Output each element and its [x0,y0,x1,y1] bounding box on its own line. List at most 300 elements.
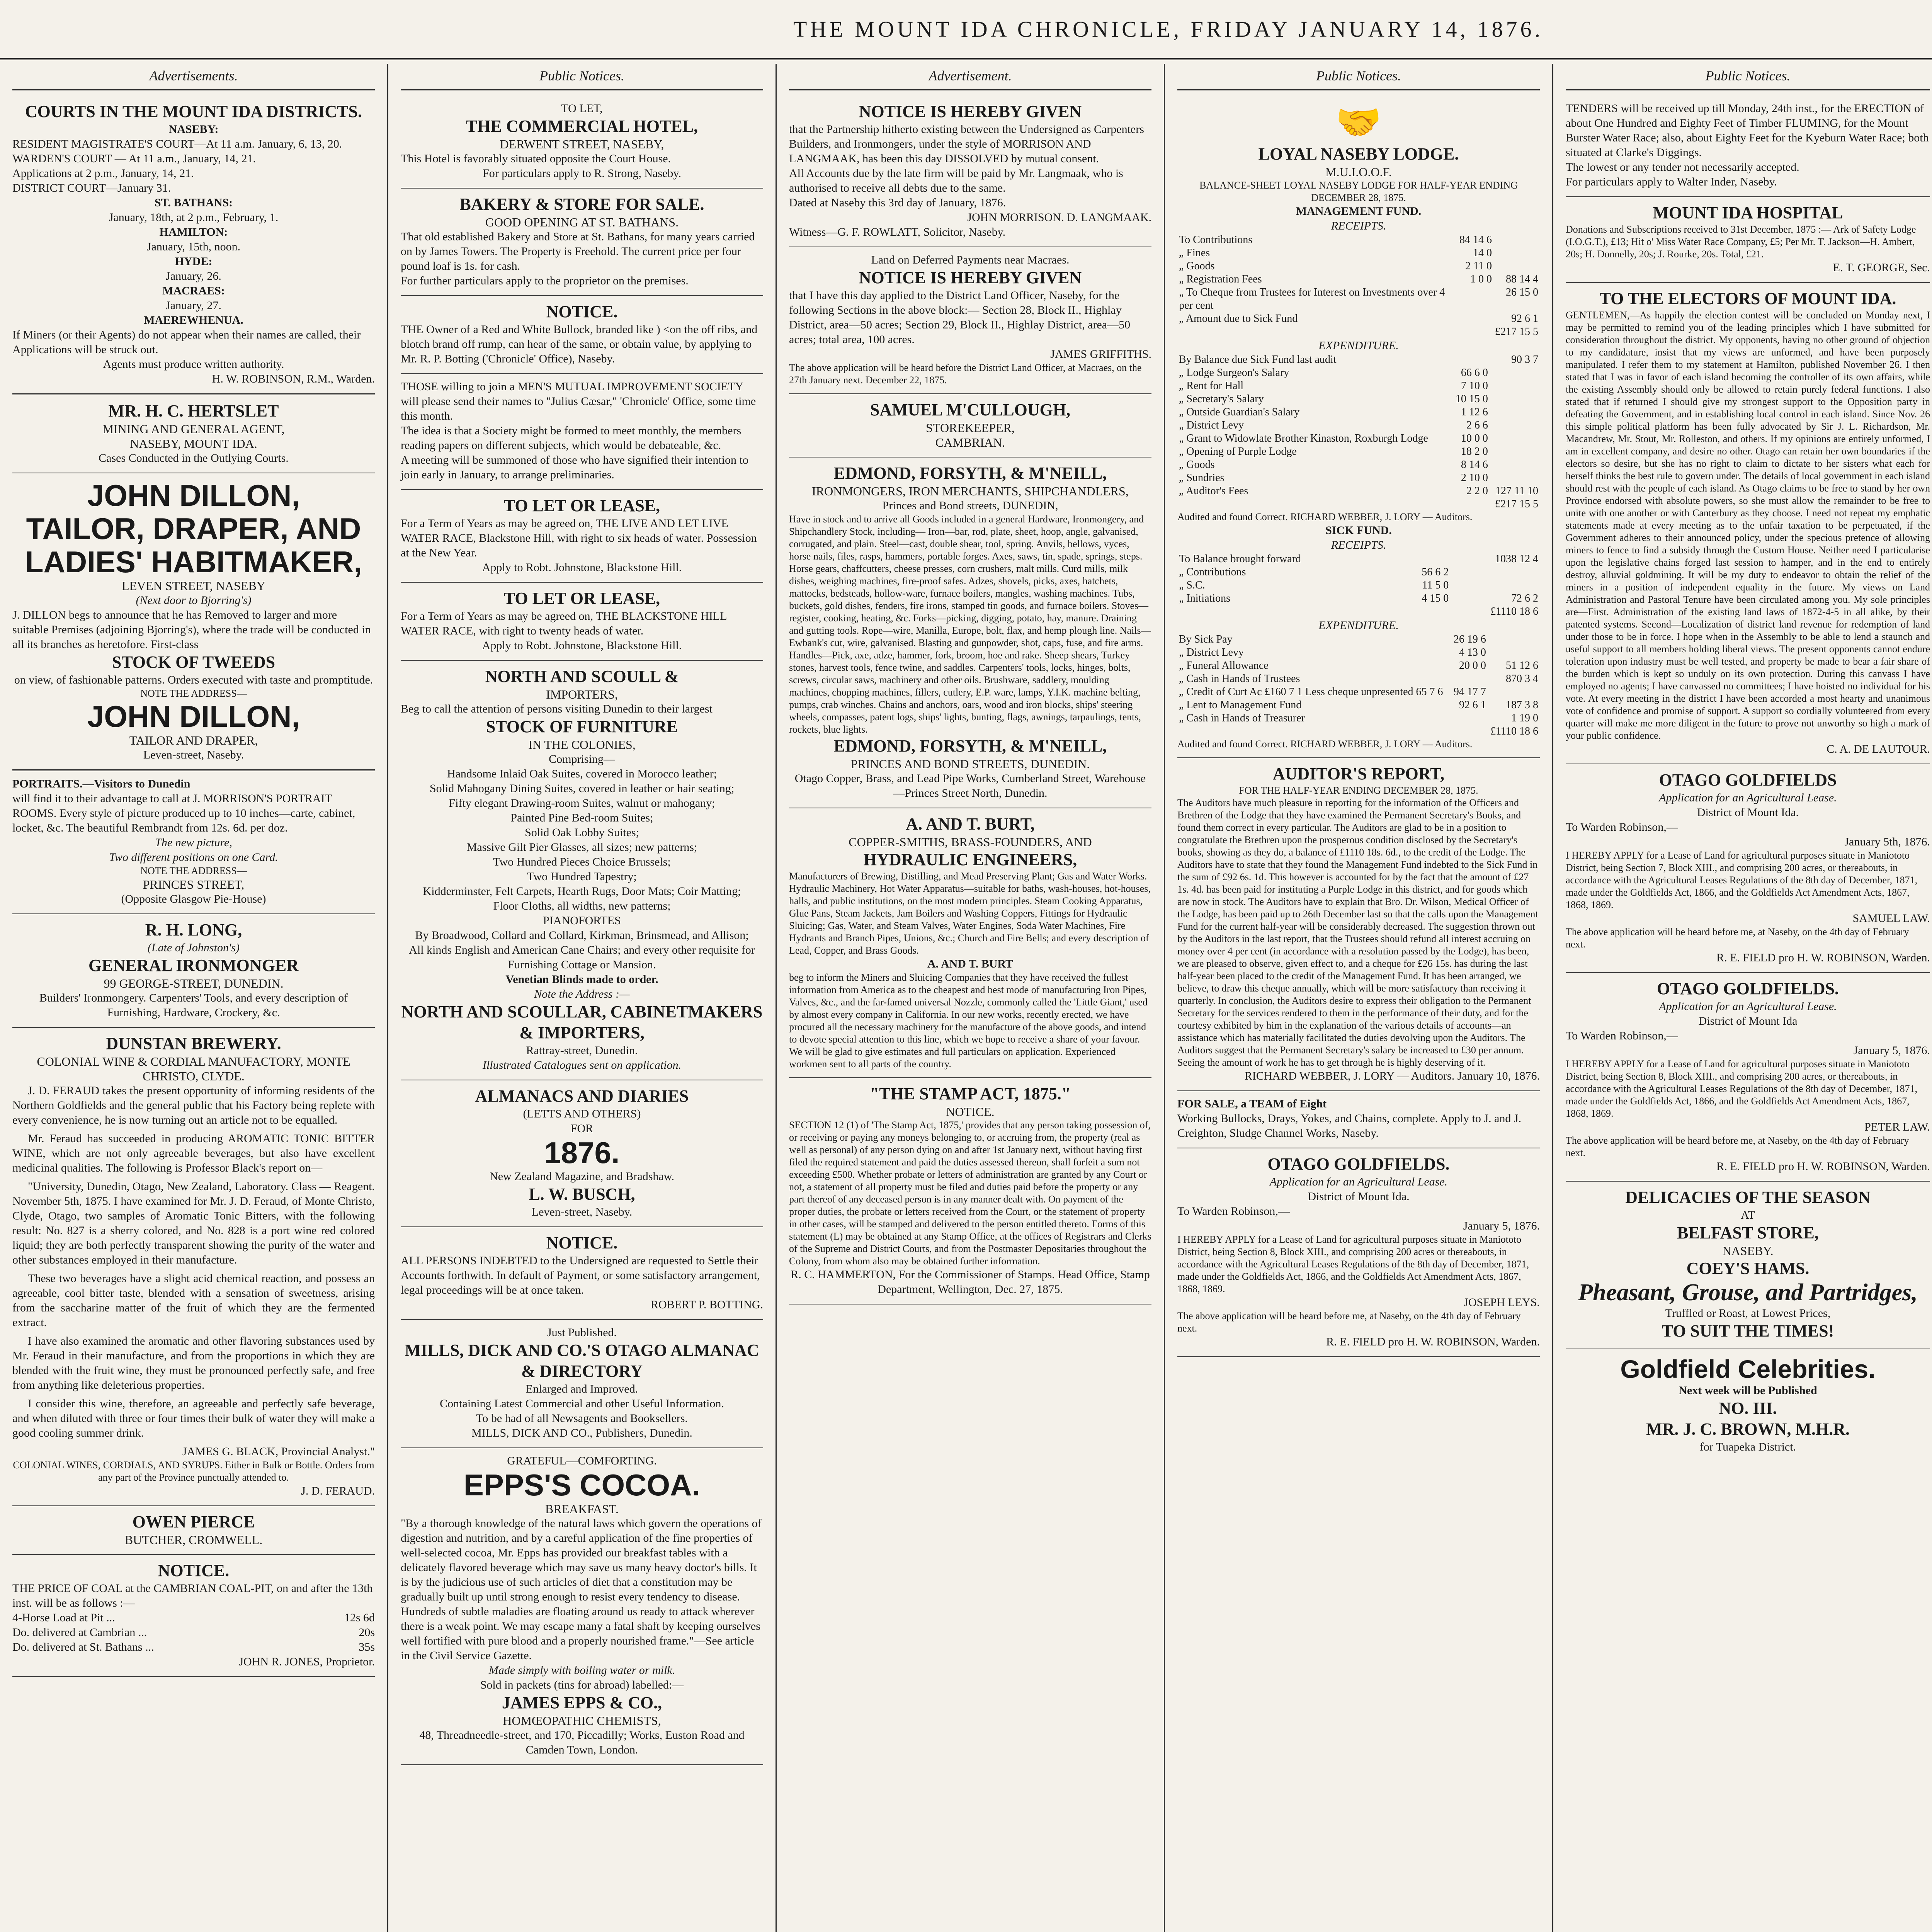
lodge-mgmt: MANAGEMENT FUND. [1296,205,1422,218]
row-label: „ Lodge Surgeon's Salary [1179,367,1289,379]
let-body: For a Term of Years as may be agreed on, THE LIVE AND LET LIVE WATER RACE, Blackstone Hill, with right to six heads of water. Possession at the New Year. [401,517,757,559]
dillon-note: NOTE THE ADDRESS— [140,688,247,699]
row-amount: 4 13 0 [1459,646,1486,658]
row-label: „ Fines [1179,247,1210,259]
table-row [1177,553,1540,566]
stamp-sub: NOTICE. [946,1105,995,1119]
brewery-report: I consider this wine, therefore, an agreeable and perfectly safe beverage, and when diluted with three or four times their bulk of water they will make a good cooling summer drink. [12,1397,375,1439]
sick-expenditure-table [1177,633,1540,738]
table-row [1177,406,1540,419]
row-amount [1490,458,1540,471]
lodge-audited2: Audited and found Correct. RICHARD WEBBER, J. LORY — Auditors. [1177,738,1473,750]
long-addr: 99 GEORGE-STREET, DUNEDIN. [104,976,284,990]
celebrities-title: Goldfield Celebrities. [1620,1355,1876,1383]
table-row [1177,312,1540,325]
portraits-two: Two different positions on one Card. [109,851,278,864]
row-amount [1488,646,1540,659]
column-header: Advertisement. [789,64,1151,90]
clasped-hands-icon: 🤝 [1335,102,1382,143]
row-amount: £1110 18 6 [1490,605,1538,617]
table-row [1177,633,1540,646]
epps-title: EPPS'S COCOA. [463,1468,701,1502]
burt-sub: COPPER-SMITHS, BRASS-FOUNDERS, AND [849,835,1092,849]
dillon-ad [12,473,375,771]
table-row [1177,725,1540,738]
ns-stock: STOCK OF FURNITURE [486,717,678,736]
let-pre: TO LET OR LEASE, [503,589,660,608]
list-item: Floor Cloths, all widths, new patterns; [493,900,671,912]
electors-sign: C. A. DE LAUTOUR. [1827,743,1930,755]
row-label [1177,725,1451,738]
mutual-body: The idea is that a Society might be formed to meet monthly, the members reading papers on different subjects, which would be debateable, &c. [401,424,742,452]
celebrities-name: MR. J. C. BROWN, M.H.R. [1646,1420,1850,1439]
row-amount: 7 10 0 [1461,380,1488,392]
table-row [1177,579,1540,592]
table-row [1177,498,1540,511]
row-amount: 14 0 [1473,247,1492,259]
table-row [1177,379,1540,393]
row-amount [1490,406,1540,419]
otago-to: To Warden Robinson,— [1177,1205,1290,1218]
row-amount: 26 19 6 [1453,633,1486,645]
mccullough-sub: STOREKEEPER, [926,421,1015,435]
burt-title: A. AND T. BURT, [906,815,1035,833]
lodge-sub: M.U.I.O.O.F. [1325,165,1392,179]
row-amount: 94 17 7 [1453,686,1486,698]
row-amount [1451,725,1488,738]
brewery-sub: COLONIAL WINE & CORDIAL MANUFACTORY, MONTE CHRISTO, CLYDE. [37,1054,350,1083]
mills-sub: Enlarged and Improved. [526,1383,638,1395]
expenditure-table [1177,353,1540,511]
otago-district: District of Mount Ida. [1697,806,1799,819]
otago-sign2: R. E. FIELD pro H. W. ROBINSON, Warden. [1716,1160,1930,1173]
table-row [1177,325,1540,338]
portraits-note: NOTE THE ADDRESS— [140,865,247,876]
north-scoull-ad [401,661,763,1080]
pierce-sub: BUTCHER, CROMWELL. [124,1533,263,1547]
table-row [1177,458,1540,471]
otago-sub: Application for an Agricultural Lease. [1659,791,1837,804]
notice-witness: Witness—G. F. ROWLATT, Solicitor, Naseby. [789,226,1006,238]
row-amount: 2 11 0 [1465,260,1492,272]
row-amount: 90 3 7 [1511,354,1538,366]
otago-foot: The above application will be heard before me, at Naseby, on the 4th day of February next. [1566,1135,1909,1158]
column-header: Advertisements. [12,64,375,90]
epps-sub: BREAKFAST. [545,1502,619,1516]
almanacs-name: L. W. BUSCH, [529,1185,635,1204]
otago-body: I HEREBY APPLY for a Lease of Land for agricultural purposes situate in Maniototo District, being Section 7, Block XIII., and comprising 200 acres, or thereabouts, in accordance with the Agricultural Leases Regulations of the 8th day of December, 1871, made under the Goldfields Act, 1866, and the Goldfields Act Amendment Acts, 1867, 1868, 1869. [1566,850,1918,910]
stamp-body: SECTION 12 (1) of 'The Stamp Act, 1875,' provides that any person taking possession of, or receiving or paying any moneys belonging to, or accruing from, the property (real as well as personal) of any person dying on and after 1st January next, without having first filed the required statement and paid the duties assessed thereon, shall forfeit a sum not exceeding £500. Whether probate or letters of administration are granted by any Court or not, a statement of all property must be filed and duties paid before the property or any part thereof of any deceased person is in any manner dealt with. On payment of the proper duties, the probate or letters received from the Court, or the statement of property in other cases, will be stamped and delivered to the person entitled thereto. Forms of this statement (L) may be obtained at any Stamp Office, at the offices of Registrars and Clerks of the Supreme and District Courts, and from the Postmaster Depositaries throughout the Colony, from whom also may be obtained further information. [789,1119,1151,1267]
celebrities-ad [1566,1349,1930,1461]
report-sign: RICHARD WEBBER, J. LORY — Auditors. January 10, 1876. [1244,1070,1540,1082]
mills-foot: To be had of all Newsagents and Booksellers. [476,1412,688,1425]
almanacs-sub: (LETTS AND OTHERS) [523,1107,641,1120]
column-3 [777,64,1165,1932]
row-amount [1451,353,1490,366]
notice-sign: JAMES GRIFFITHS. [1050,348,1151,361]
list-item: Solid Oak Lobby Suites; [525,826,639,839]
mills-pub: MILLS, DICK AND CO., Publishers, Dunedin. [471,1427,692,1439]
column-1 [0,64,388,1932]
long-body: Builders' Ironmongery. Carpenters' Tools, and every description of Furnishing, Hardware, Crockery, &c. [39,992,348,1019]
row-amount [1397,553,1450,566]
courts-place-text: January, 18th, at 2 p.m., February, 1. [109,211,279,224]
row-amount: 66 6 0 [1461,367,1488,379]
mills-ad [401,1320,763,1448]
dillon-stock: STOCK OF TWEEDS [112,653,276,672]
lodge-receipts: RECEIPTS. [1331,219,1386,232]
brewery-report: I have also examined the aromatic and other flavoring substances used by Mr. Feraud in their manufacture, and from the proportions in which they are blended with the fruit wine, they must be pronounced perfectly safe, and free from anything like deleterious properties. [12,1335,375,1391]
ns-title: NORTH AND SCOULL & [485,667,679,686]
row-amount [1488,685,1540,699]
sale-ad [1177,1091,1540,1148]
stamp-act-notice [789,1078,1151,1304]
row-amount [1493,260,1540,273]
tenders-body2: The lowest or any tender not necessarily accepted. [1566,161,1799,173]
row-amount [1451,498,1490,511]
otago-body: I HEREBY APPLY for a Lease of Land for agricultural purposes situate in Maniototo District, being Section 8, Block XIII., and comprising 200 acres, or thereabouts, in accordance with the Agricultural Leases Regulations of the 8th day of December, 1871, made under the Goldfields Act, 1866, and the Goldfields Act Amendment Acts, 1867, 1868, 1869. [1566,1058,1918,1119]
tenders-ad [1566,96,1930,197]
otago-to: To Warden Robinson,— [1566,1029,1678,1042]
courts-title: COURTS IN THE MOUNT IDA DISTRICTS. [25,102,362,121]
mccullough-name: SAMUEL M'CULLOUGH, [870,400,1071,419]
coal-sign: JOHN R. JONES, Proprietor. [239,1655,375,1668]
bakery-title: BAKERY & STORE FOR SALE. [459,195,704,214]
otago-sign: SAMUEL LAW. [1852,912,1930,925]
row-amount: £1110 18 6 [1490,725,1538,737]
column-header: Public Notices. [1177,64,1540,90]
otago-date: January 5, 1876. [1463,1219,1540,1232]
edmond-body: Have in stock and to arrive all Goods included in a general Hardware, Ironmongery, and Shipchandlery Stock, including— Iron—bar, rod, plate, sheet, hoop, angle, galvanised, corrugated, and plain. Steel—cast, double shear, tool, spring. Anvils, bellows, vyces, horse nails, files, rasps, hammers, portable forges. Axes, saws, tin, spade, springs, steps. Horse gears, chaffcutters, cheese presses, corn crushers, malt mills. Curd mills, milk dishes, weighing machines, fire-proof safes. Adzes, shovels, picks, axes, hatchets, mattocks, bedsteads, hollow-ware, furnace boilers, mangles, washing machines. Tubs, buckets, gold dishes, fenders, fire irons, stamped tin goods, and furnace boilers. Stoves—register, cooking, heating, &c. Forks—picking, digging, potato, hay, manure. Draining and gutting tools. Rope—wire, Manilla, Europe, bolt, flax, and hemp plough line. Nails—Ewbank's cut, wire, galvanised. Blasting and gunpowder, shot, caps, fuse, and fire arms. Handles—Pick, axe, adze, hammer, fork, broom, hoe and rake. Sheep shears, Turkey stones, harvest tools, fence twine, and saddles. Carpenters' tools, locks, hinges, bolts, screws, circular saws, machinery and other oils. Brushware, saddlery, moulding machines, chopping machines, fillers, cutlery, E.P. ware, lamps, Y.I.K. machine belting, pumps, crab winches. Chains and anchors, oars, wood and iron blocks, ships' steering wheels, compasses, patent logs, ships' lights, bunting, flags, awnings, tarpaulings, tents, rockets, blue lights. [789,514,1151,735]
brewery-title: DUNSTAN BREWERY. [106,1034,281,1053]
coal-item: Do. delivered at St. Bathans ... 35s [12,1641,375,1653]
courts-place-text: January, 15th, noon. [146,240,241,253]
notice-foot: The above application will be heard before the District Land Officer, at Macraes, on the 27th January next. December 22, 1875. [789,362,1142,386]
mutual-body: A meeting will be summoned of those who have signified their intention to join early in January, to arrange preliminaries. [401,454,748,481]
lodge-receipts: RECEIPTS. [1331,539,1386,551]
bakery-sub: GOOD OPENING AT ST. BATHANS. [485,215,679,229]
hospital-body: Donations and Subscriptions received to 31st December, 1875 :— Ark of Safety Lodge (I.O.G.T.), £13; Hit o' Miss Water Race Company, £5; Per Mr. T. Jackson—H. Ambert, 20s; H. Donnelly, 20s; J. Rourke, 20s. Total, £21. [1566,224,1916,260]
hospital-title: MOUNT IDA HOSPITAL [1653,203,1843,222]
table-row [1177,659,1540,672]
courts-note2: Agents must produce written authority. [103,358,284,371]
row-amount: 20 0 0 [1459,660,1486,672]
receipts-table [1177,233,1540,338]
column-header: Public Notices. [401,64,763,90]
otago-district: District of Mount Ida [1698,1015,1798,1027]
indebted-notice [401,1227,763,1320]
hertslet-sub: MINING AND GENERAL AGENT, [102,422,285,436]
row-amount [1493,247,1540,260]
report-body: The Auditors have much pleasure in reporting for the information of the Officers and Brethren of the Lodge that they have examined the Permanent Secretary's Books, and found them correct in every particular. The Auditors are glad to be in a position to congratulate the Brethren upon the prosperous condition disclosed by the Secretary's books, showing as they do, a balance of £1110 18s. 6d., to the credit of the Lodge. The Auditors have to state that they found the Management Fund indebted to the Sick Fund in the sum of £92 6s. 1d. This however is accounted for by the fact that the amount of £27 1s. 4d. has been paid for instituting a Purple Lodge in this district, and for goods which are now in stock. The Auditors have to explain that Bro. Dr. Wilson, Medical Officer of the Lodge, has been paid up to 26th December last so that the calls upon the Management Fund for the current half-year will be considerably decreased. The suggestion thrown out by the Auditors in the last report, that the Trustees should refund all interest accruing on money over 4 per cent (in accordance with a resolution passed by the Lodge), has been, we are pleased to observe, given effect to, and a cheque for £26 15s. has during the last half-year been placed to the credit of the Management Fund. It has been arranged, we believe, to draw this cheque annually, which will be more satisfactory than receiving it quarterly. In conclusion, the Auditors desire to express their obligation to the Permanent Secretary for the services rendered to them in the performance of their duty, and for the courtesy exhibited by him in the explanation of the various details of accounts—an assistance which has materially facilitated the duties devolving upon the Auditors. The Auditors suggest that the Permanent Secretary's salary be increased to £30 per annum. Seeing the amount of work he has to get through he is highly deserving of it. [1177,797,1538,1068]
hotel-title: THE COMMERCIAL HOTEL, [466,117,698,136]
notice-body: that the Partnership hitherto existing between the Undersigned as Carpenters Builders, and Ironmongers, under the style of MORRISON AND LANGMAAK, has been this day DISSOLVED by mutual consent. [789,123,1144,165]
hertslet-title: MR. H. C. HERTSLET [108,401,279,420]
table-row [1177,432,1540,445]
long-late: (Late of Johnston's) [147,941,240,954]
delicacies-at: AT [1741,1209,1755,1221]
report-title: AUDITOR'S REPORT, [1272,764,1445,783]
row-amount: 8 14 6 [1461,459,1488,471]
land-title: Land on Deferred Payments near Macraes. [871,253,1070,266]
delicacies-hams: COEY'S HAMS. [1686,1259,1810,1278]
row-label: To Contributions [1179,234,1253,246]
row-amount: 11 5 0 [1422,579,1449,591]
pierce-name: OWEN PIERCE [132,1512,255,1531]
brewery-sign: JAMES G. BLACK, Provincial Analyst." [182,1445,375,1458]
notice-sign: ROBERT P. BOTTING. [650,1298,763,1311]
delicacies-suit: TO SUIT THE TIMES! [1662,1321,1834,1340]
row-amount [1490,432,1540,445]
stamp-title: "THE STAMP ACT, 1875." [869,1084,1071,1103]
row-amount [1458,286,1493,312]
row-label: „ Cash in Hands of Treasurer [1179,712,1305,724]
row-amount [1490,445,1540,458]
epps-ad [401,1448,763,1765]
notice-body: that I have this day applied to the District Land Officer, Naseby, for the following Sections in the above block:— Section 28, Block II., Highlay District, area—50 acres; Section 29, Block II., Highlay District, area—50 acres; total area, 100 acres. [789,289,1131,346]
column-4 [1165,64,1553,1932]
row-amount [1458,312,1493,325]
ns-blinds: Venetian Blinds made to order. [505,973,658,986]
dillon-place2: Leven-street, Naseby. [143,748,244,761]
table-row [1177,247,1540,260]
row-amount: 10 0 0 [1461,432,1488,444]
brewery-report: These two beverages have a slight acid chemical reaction, and possess an agreeable, cool bitter taste, blended with a sensation of sweetness, arising from the saccharine matter of the fruit of which they are the fermented extract. [12,1272,375,1329]
dillon-name: JOHN DILLON, [87,478,300,512]
table-row [1177,233,1540,247]
mutual-ad [401,374,763,490]
list-item: Two Hundred Tapestry; [527,870,637,883]
delicacies-trussed: Truffled or Roast, at Lowest Prices, [1665,1307,1831,1320]
hertslet-note: Cases Conducted in the Outlying Courts. [99,452,289,464]
burt-body: Manufacturers of Brewing, Distilling, and Mead Preserving Plant; Gas and Water Works. Hydraulic Machinery, Hot Water Apparatus—suitable for baths, wash-houses, hot-houses, halls, and public institutions, on the most modern principles. Steam Cooking Apparatus, Glue Pans, Steam Jackets, Jam Boilers and Washing Coppers, Fittings for Hydraulic Sluicing; Gas, Water, and Steam Valves, Water Engines, Soda Water Machines, Fire Hydrants and Branch Pipes, Unions, &c.; Church and Fire Bells; and every description of Lead, Copper, and Brass Goods. [789,871,1151,956]
ns-cat: Illustrated Catalogues sent on application. [482,1059,682,1071]
table-row [1177,685,1540,699]
mills-title: MILLS, DICK AND CO.'S OTAGO ALMANAC & DIRECTORY [405,1341,759,1381]
row-amount: 88 14 4 [1506,273,1538,285]
coal-title: NOTICE. [158,1561,230,1580]
brewery-report: "University, Dunedin, Otago, New Zealand, Laboratory. Class — Reagent. November 5th, 1875. I have examined for Mr. J. D. Feraud, of Monte Christo, Clyde, Otago, two samples of Aromatic Tonic Bitters, with the following result: No. 827 is a sherry colored, and No. 828 is a port wine red colored liquid; they are both perfectly transparent showing the purity of the water and other substances employed in their manufacture. [12,1180,375,1266]
burt-sign: A. AND T. BURT [927,957,1014,970]
row-label: By Sick Pay [1179,633,1233,645]
otago-title: OTAGO GOLDFIELDS. [1656,979,1839,998]
ns-street: Rattray-street, Dunedin. [526,1044,638,1057]
delicacies-ad [1566,1182,1930,1349]
row-label [1177,498,1451,511]
notice-title: NOTICE. [546,1233,618,1252]
row-amount: 870 3 4 [1506,673,1538,685]
burt-ad [789,808,1151,1078]
row-amount [1458,325,1493,338]
edmond-sign: EDMOND, FORSYTH, & M'NEILL, [833,736,1107,755]
row-label: „ Funeral Allowance [1179,660,1269,672]
edmond-foot: Otago Copper, Brass, and Lead Pipe Works, Cumberland Street, Warehouse—Princes Street North, Dunedin. [794,772,1146,799]
table-row [1177,605,1540,618]
otago-district: District of Mount Ida. [1308,1190,1410,1203]
ns-sub: IMPORTERS, [546,687,618,701]
dillon-address2: (Next door to Bjorring's) [136,594,252,607]
portraits-new: The new picture, [155,836,232,849]
row-amount: 10 15 0 [1455,393,1488,405]
hotel-body: This Hotel is favorably situated opposite the Court House. [401,152,671,165]
ns-note: Note the Address :— [534,988,630,1000]
hospital-ad [1566,197,1930,283]
long-ad [12,914,375,1028]
row-label: By Balance due Sick Fund last audit [1179,354,1337,366]
tenders-body: TENDERS will be received up till Monday, 24th inst., for the ERECTION of about One Hundred and Eighty Feet of Timber FLUMING, for the Mount Burster Water Race; also, about Eighty Feet for the Kyeburn Water Race; both situated at Clarke's Diggings. [1566,102,1929,159]
report-sub: FOR THE HALF-YEAR ENDING DECEMBER 28, 1875. [1239,785,1478,796]
coal-notice [12,1555,375,1677]
edmond-sub: IRONMONGERS, IRON MERCHANTS, SHIPCHANDLERS, [812,484,1129,498]
row-amount: 56 6 2 [1422,566,1449,578]
notice-date: Dated at Naseby this 3rd day of January, 1876. [789,196,1006,209]
list-item: Comprising— [549,753,615,765]
sale-body: Working Bullocks, Drays, Yokes, and Chains, complete. Apply to J. and J. Creighton, Sludge Channel Works, Naseby. [1177,1112,1522,1139]
row-label: „ Goods [1179,260,1215,272]
otago-foot: The above application will be heard before me, at Naseby, on the 4th day of February next. [1566,926,1909,950]
row-amount: 51 12 6 [1506,660,1538,672]
stamp-sign: R. C. HAMMERTON, For the Commissioner of Stamps. Head Office, Stamp Department, Wellington, Dec. 27, 1875. [791,1268,1150,1296]
otago-title: OTAGO GOLDFIELDS [1659,770,1837,789]
coal-body: THE PRICE OF COAL at the CAMBRIAN COAL-PIT, on and after the 13th inst. will be as follows :— [12,1582,373,1609]
otago-sign: JOSEPH LEYS. [1464,1296,1540,1309]
table-row [1177,353,1540,366]
celebrities-no: NO. III. [1719,1399,1777,1418]
electors-title: TO THE ELECTORS OF MOUNT IDA. [1599,289,1896,308]
electors-address [1566,283,1930,764]
almanacs-title: ALMANACS AND DIARIES [475,1087,689,1105]
coal-item: Do. delivered at Cambrian ... 20s [12,1626,375,1639]
celebrities-for: for Tuapeka District. [1699,1440,1796,1453]
dillon-trade: TAILOR, DRAPER, AND LADIES' HABITMAKER, [25,512,362,579]
table-row [1177,445,1540,458]
brewery-foot: COLONIAL WINES, CORDIALS, AND SYRUPS. Either in Bulk or Bottle. Orders from any part of the Province punctually attended to. [13,1459,374,1483]
hotel-pre: TO LET, [561,102,603,115]
delicacies-place: NASEBY. [1722,1244,1774,1258]
courts-note: If Miners (or their Agents) do not appear when their names are called, their Applications will be struck out. [12,328,361,356]
list-item: Two Hundred Pieces Choice Brussels; [493,855,671,868]
land-notice [789,247,1151,394]
dillon-sub2: TAILOR AND DRAPER, [129,733,258,747]
goldfields-application [1177,1148,1540,1357]
mills-body: Containing Latest Commercial and other Useful Information. [440,1397,724,1410]
courts-place-text: January, 27. [166,299,221,312]
epps-addr: 48, Threadneedle-street, and 170, Piccadilly; Works, Euston Road and Camden Town, London. [419,1729,745,1756]
delicacies-store: BELFAST STORE, [1677,1223,1819,1242]
hotel-sub: DERWENT STREET, NASEBY, [500,137,664,151]
table-row [1177,471,1540,485]
epps-pre: GRATEFUL—COMFORTING. [507,1454,657,1467]
otago-foot: The above application will be heard before me, at Naseby, on the 4th day of February next. [1177,1310,1521,1334]
dillon-stock2: on view, of fashionable patterns. Orders executed with taste and promptitude. [14,673,373,686]
row-label [1177,605,1397,618]
row-amount: 72 6 2 [1511,592,1538,604]
edmond-title: EDMOND, FORSYTH, & M'NEILL, [833,464,1107,483]
edmond-ad [789,457,1151,808]
epps-sub2: HOMŒOPATHIC CHEMISTS, [503,1714,661,1728]
row-amount [1450,566,1540,579]
burt-body2: beg to inform the Miners and Sluicing Companies that they have received the fullest information from America as to the cheapest and best mode of manufacturing Iron Pipes, Valves, &c., and the far-famed universal Nozzle, commonly called the 'Little Giant,' used by almost every company in California. In our new works, recently erected, we have procured all the necessary machinery for the manufacture of the above goods, and intend to devote special attention to this line, which we hope to receive a share of your favour. We will be glad to give estimates and full particulars on application. Experienced workmen sent to all parts of the country. [789,972,1148,1070]
celebrities-next: Next week will be Published [1679,1384,1817,1397]
courts-place: MAEREWHENUA. [144,314,243,327]
table-row [1177,273,1540,286]
table-row [1177,646,1540,659]
row-label [1177,325,1458,338]
courts-place-text: January, 26. [166,270,221,282]
row-amount [1450,579,1540,592]
row-label: „ Amount due to Sick Fund [1179,313,1298,325]
otago-to: To Warden Robinson,— [1566,821,1678,833]
courts-notice [12,96,375,395]
lodge-expenditure: EXPENDITURE. [1318,619,1399,632]
row-label: „ Contributions [1179,566,1246,578]
delicacies-pheasant: Pheasant, Grouse, and Partridges, [1578,1279,1918,1306]
burt-title2: HYDRAULIC ENGINEERS, [863,850,1077,869]
dillon-address: LEVEN STREET, NASEBY [122,579,265,593]
list-item: Massive Gilt Pier Glasses, all sizes; new patterns; [466,841,697,854]
portraits-ad [12,771,375,914]
ns-addr: NORTH AND SCOULLAR, CABINETMAKERS & IMPORTERS, [401,1002,763,1042]
brewery-ad [12,1028,375,1506]
row-amount [1490,379,1540,393]
sale-title: FOR SALE, a TEAM of Eight [1177,1097,1327,1110]
row-amount: 26 15 0 [1506,286,1538,298]
row-amount [1490,366,1540,379]
table-row [1177,419,1540,432]
goldfields-application [1566,764,1930,973]
row-label: „ Auditor's Fees [1179,485,1248,497]
courts-line: RESIDENT MAGISTRATE'S COURT—At 11 a.m. January, 6, 13, 20. [12,138,342,150]
otago-sign2: R. E. FIELD pro H. W. ROBINSON, Warden. [1716,951,1930,964]
courts-place: ST. BATHANS: [154,196,233,209]
list-item: Solid Mahogany Dining Suites, covered in leather or hair seating; [429,782,735,795]
almanacs-year: 1876. [544,1136,620,1170]
portraits-body: will find it to their advantage to call at J. MORRISON'S PORTRAIT ROOMS. Every style of picture produced up to 10 inches—carte, cabinet, locket, &c. The beautiful Rembrandt from 12s. 6d. per doz. [12,792,355,834]
column-header: Public Notices. [1566,64,1930,90]
notice-title: NOTICE. [546,302,618,321]
table-row [1177,672,1540,685]
bullock-notice [401,296,763,374]
let-body: For a Term of Years as may be agreed on, THE BLACKSTONE HILL WATER RACE, with right to twenty heads of water. [401,610,727,637]
row-amount: 1038 12 4 [1495,553,1538,565]
row-label: „ Goods [1179,459,1215,471]
courts-naseby: NASEBY: [168,123,219,136]
dillon-body: J. DILLON begs to announce that he has Removed to larger and more suitable Premises (adjoining Bjorring's), where the trade will be conducted in all its branches as heretofore. First-class [12,609,371,651]
otago-sub: Application for an Agricultural Lease. [1269,1175,1448,1188]
row-amount: 18 2 0 [1461,446,1488,457]
ns-body: Beg to call the attention of persons visiting Dunedin to their largest [401,702,713,715]
portraits-street: PRINCES STREET, [143,878,245,891]
row-label: „ Secretary's Salary [1179,393,1264,405]
lodge-sick: SICK FUND. [1325,524,1392,537]
lodge-expenditure: EXPENDITURE. [1318,339,1399,352]
row-amount: £217 15 5 [1495,498,1538,510]
lodge-sheet: BALANCE-SHEET LOYAL NASEBY LODGE FOR HALF-YEAR ENDING DECEMBER 28, 1875. [1199,180,1518,203]
row-amount [1490,419,1540,432]
epps-made: Made simply with boiling water or milk. [488,1664,675,1677]
row-amount: 1 19 0 [1511,712,1538,724]
row-label: „ Rent for Hall [1179,380,1244,392]
lodge-title: LOYAL NASEBY LODGE. [1258,145,1459,163]
dillon-name2: JOHN DILLON, [87,699,300,733]
row-amount: 92 6 1 [1511,313,1538,325]
row-amount [1493,233,1540,247]
row-amount [1490,393,1540,406]
hotel-ad [401,96,763,189]
brewery-sign2: J. D. FERAUD. [301,1485,375,1497]
delicacies-title: DELICACIES OF THE SEASON [1625,1188,1871,1207]
let-foot: Apply to Robt. Johnstone, Blackstone Hill. [482,639,682,652]
